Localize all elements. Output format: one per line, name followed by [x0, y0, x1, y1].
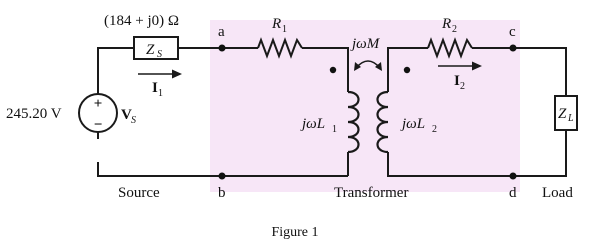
source-voltage-symbol: [121, 107, 136, 126]
svg-text:2: 2: [460, 81, 465, 92]
source-impedance-label: (184 + j0) Ω: [104, 13, 180, 29]
svg-text:Z: Z: [146, 42, 155, 58]
svg-text:L: L: [568, 113, 574, 124]
source-plus-sign: +: [93, 96, 103, 112]
voltage-source: [79, 94, 117, 133]
svg-text:V: V: [121, 107, 132, 123]
svg-text:I: I: [152, 80, 158, 96]
current-i1-arrow: [138, 70, 182, 79]
svg-text:R: R: [442, 16, 452, 32]
source-impedance-box: [134, 37, 178, 60]
source-minus-sign: −: [93, 117, 103, 133]
svg-text:2: 2: [432, 124, 437, 135]
mutual-inductance-label: jωM: [352, 36, 380, 52]
source-voltage-value: 245.20 V: [6, 106, 62, 122]
node-d-label: d: [509, 185, 517, 201]
svg-text:S: S: [157, 49, 162, 60]
svg-text:1: 1: [332, 124, 337, 135]
svg-text:1: 1: [282, 24, 287, 35]
section-source-label: Source: [118, 185, 160, 201]
polarity-dot-primary: [330, 67, 336, 73]
svg-text:Z: Z: [558, 106, 567, 122]
figure-caption: Figure 1: [271, 225, 319, 240]
svg-text:I: I: [454, 73, 460, 89]
section-load-label: Load: [542, 185, 573, 201]
node-b-label: b: [218, 185, 226, 201]
svg-text:jωL: jωL: [302, 116, 326, 132]
node-a-dot: [219, 45, 226, 52]
svg-text:S: S: [131, 115, 136, 126]
node-c-label: c: [509, 24, 516, 40]
load-impedance-box: [555, 96, 577, 130]
polarity-dot-secondary: [404, 67, 410, 73]
node-b-dot: [219, 173, 226, 180]
svg-text:1: 1: [158, 88, 163, 99]
current-i1-label: [152, 80, 163, 99]
node-c-dot: [510, 45, 517, 52]
svg-text:R: R: [272, 16, 282, 32]
section-transformer-label: Transformer: [334, 185, 409, 201]
svg-text:2: 2: [452, 24, 457, 35]
node-d-dot: [510, 173, 517, 180]
node-a-label: a: [218, 24, 225, 40]
svg-text:jωL: jωL: [402, 116, 426, 132]
